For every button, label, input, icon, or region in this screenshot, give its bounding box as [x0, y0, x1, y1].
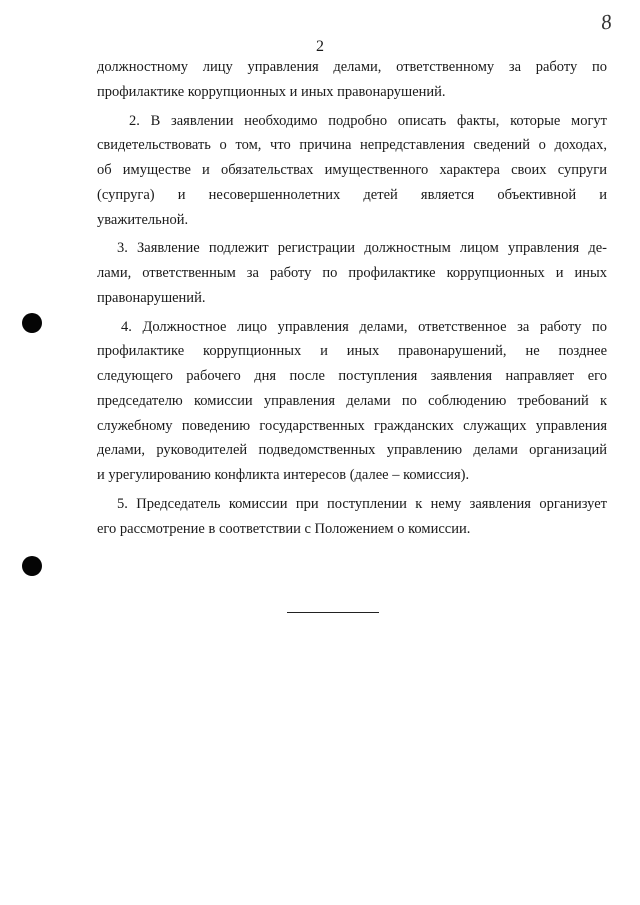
end-of-text-rule [287, 612, 379, 613]
text-line: (супруга) и несовершеннолетних детей является объективной и [97, 186, 607, 203]
text-line: председателю комиссии управления делами по соблюдению требований к [97, 392, 607, 409]
punch-hole [22, 313, 42, 333]
text-line: делами, руководителей подведомственных управлению делами организаций [97, 442, 607, 459]
document-body [97, 55, 607, 541]
text-line: профилактике коррупционных и иных правонарушений. [97, 83, 446, 100]
text-line: и урегулированию конфликта интересов (далее – комиссия). [97, 467, 470, 483]
text-line: 3. Заявление подлежит регистрации должностным лицом управления де- [117, 240, 607, 257]
text-line: уважительной. [97, 211, 189, 228]
text-line: свидетельствовать о том, что причина непредставления сведений о доходах, [97, 137, 607, 154]
text-line: правонарушений. [97, 289, 206, 306]
text-line: должностному лицу управления делами, ответственному за работу по [97, 59, 607, 75]
handwritten-sheet-number: 8 [599, 9, 614, 35]
text-line: его рассмотрение в соответствии с Положением о комиссии. [97, 520, 471, 537]
punch-hole [22, 556, 42, 576]
text-line: 4. Должностное лицо управления делами, ответственное за работу по [121, 318, 607, 335]
text-line: лами, ответственным за работу по профилактике коррупционных и иных [97, 265, 607, 281]
text-line: следующего рабочего дня после поступления заявления направляет его [97, 368, 607, 384]
text-line: служебному поведению государственных гражданских служащих управления [97, 417, 607, 434]
text-line: профилактике коррупционных и иных правонарушений, не позднее [97, 343, 607, 360]
text-line: об имуществе и обязательствах имущественного характера своих супруги [97, 162, 607, 178]
text-line: 2. В заявлении необходимо подробно описать факты, которые могут [129, 112, 607, 129]
page-number: 2 [316, 38, 324, 55]
text-line: 5. Председатель комиссии при поступлении к нему заявления организует [117, 495, 607, 512]
